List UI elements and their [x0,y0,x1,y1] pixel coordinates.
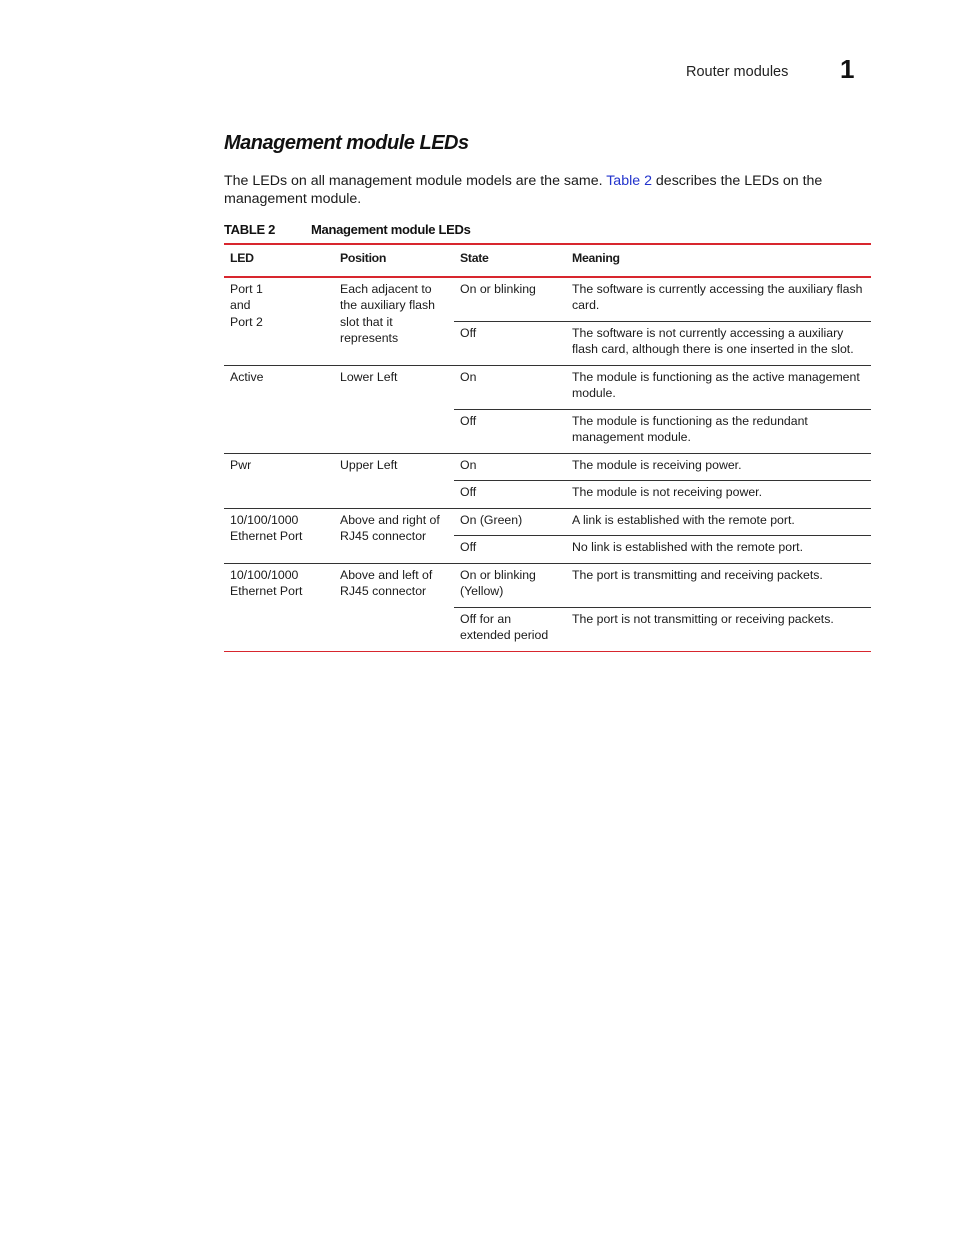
table-caption [224,222,871,237]
table-row [224,277,871,322]
chapter-number: 1 [840,54,855,84]
intro-text-after: describes the LEDs on the management module. [224,173,823,207]
running-header-section: Router modules [686,64,789,80]
col-header-led: LED [224,244,334,277]
led-cell: Pwr [224,453,334,508]
state-cell: On or blinking [454,277,566,322]
meaning-cell: No link is established with the remote port. [566,536,871,564]
state-cell: Off [454,409,566,453]
led-cell: 10/100/1000 Ethernet Port [224,508,334,563]
position-cell: Above and right of RJ45 connector [334,508,454,563]
table-caption-title: Management module LEDs [311,222,471,237]
position-cell: Upper Left [334,453,454,508]
state-cell: Off [454,481,566,509]
led-cell: Port 1 and Port 2 [224,277,334,366]
led-cell: 10/100/1000 Ethernet Port [230,567,303,598]
meaning-cell: The software is currently accessing the auxiliary flash card. [566,277,871,322]
meaning-cell: A link is established with the remote port. [566,508,871,536]
position-cell: Each adjacent to the auxiliary flash slot that it represents [334,277,454,366]
position-cell: Lower Left [334,365,454,453]
state-cell: Off [454,536,566,564]
meaning-cell: The software is not currently accessing a auxiliary flash card, although there is one inserted in the slot. [566,321,871,365]
intro-paragraph [224,172,864,208]
meaning-cell: The module is not receiving power. [566,481,871,509]
col-header-meaning: Meaning [566,244,871,277]
leds-table [224,243,871,652]
table-caption-number: TABLE 2 [224,222,276,237]
state-cell: On [454,365,566,409]
state-cell: On (Green) [454,508,566,536]
table-row [224,453,871,481]
meaning-cell: The port is transmitting and receiving packets. [566,563,871,607]
state-cell: Off for an extended period [460,611,549,642]
meaning-cell: The module is functioning as the redundant management module. [566,409,871,453]
state-cell: On or blinking (Yellow) [454,563,566,607]
table-header-row [224,244,871,277]
meaning-cell: The port is not transmitting or receiving packets. [572,611,834,626]
col-header-position: Position [334,244,454,277]
section-title: Management module LEDs [224,132,469,154]
meaning-cell: The module is receiving power. [566,453,871,481]
state-cell: On [454,453,566,481]
table-row [224,508,871,536]
table-2-link[interactable]: Table 2 [606,173,652,189]
position-cell: Above and left of RJ45 connector [340,567,433,598]
table-row [224,563,871,607]
meaning-cell: The module is functioning as the active management module. [566,365,871,409]
state-cell: Off [454,321,566,365]
intro-text-before: The LEDs on all management module models are the same. [224,173,607,189]
led-cell: Active [224,365,334,453]
col-header-state: State [454,244,566,277]
table-row [224,365,871,409]
